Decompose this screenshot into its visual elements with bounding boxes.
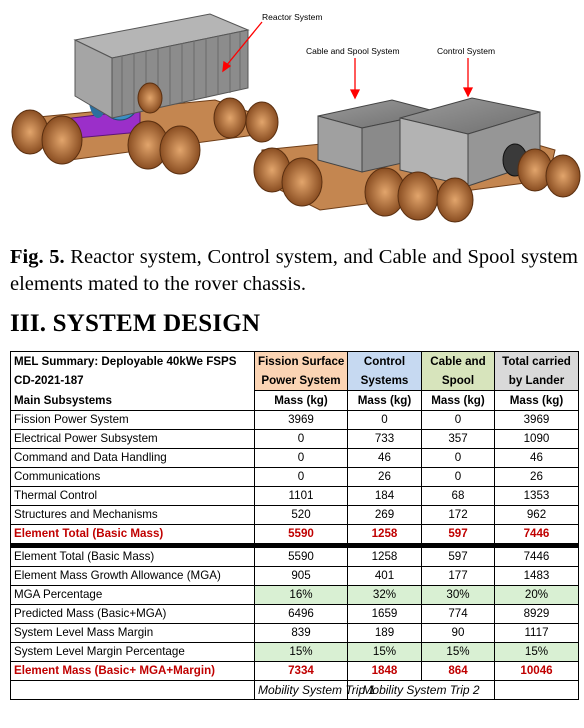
cell-value: 5590 — [255, 548, 348, 567]
cell-value: 26 — [348, 468, 422, 487]
cell-value: 68 — [422, 487, 495, 506]
cell-value: 962 — [495, 506, 579, 525]
subsystem-row — [11, 487, 579, 506]
cell-value: 0 — [348, 411, 422, 430]
cell-value: 1117 — [495, 624, 579, 643]
cell-value: 1258 — [348, 525, 422, 544]
col-head-cable: Cable and — [422, 352, 495, 372]
cell-value: 1483 — [495, 567, 579, 586]
cell-value: 1659 — [348, 605, 422, 624]
cell-value: 5590 — [255, 525, 348, 544]
cell-value: 0 — [255, 430, 348, 449]
summary-row — [11, 548, 579, 567]
unit-fsps: Mass (kg) — [255, 391, 348, 411]
row-label: Element Total (Basic Mass) — [11, 525, 255, 544]
cell-value: 46 — [495, 449, 579, 468]
row-label: System Level Mass Margin — [11, 624, 255, 643]
figure-rover-render — [0, 0, 584, 232]
row-label: Electrical Power Subsystem — [11, 430, 255, 449]
cell-value: 3969 — [255, 411, 348, 430]
cell-value: 20% — [495, 586, 579, 605]
cell-value: 46 — [348, 449, 422, 468]
col-head-control-2: Systems — [348, 371, 422, 391]
subsystem-row — [11, 411, 579, 430]
cell-value: 26 — [495, 468, 579, 487]
row-label: System Level Margin Percentage — [11, 643, 255, 662]
cell-value: 184 — [348, 487, 422, 506]
cell-value: 864 — [422, 662, 495, 681]
cell-value: 1258 — [348, 548, 422, 567]
cell-value: 3969 — [495, 411, 579, 430]
cell-value: 10046 — [495, 662, 579, 681]
header-row-1 — [11, 352, 579, 372]
cell-value: 1353 — [495, 487, 579, 506]
col-head-total-2: by Lander — [495, 371, 579, 391]
cell-value: 172 — [422, 506, 495, 525]
cell-value: 7334 — [255, 662, 348, 681]
unit-control: Mass (kg) — [348, 391, 422, 411]
mel-table-body — [11, 352, 579, 700]
summary-row — [11, 624, 579, 643]
trip-2: Mobility System Trip 2 — [348, 681, 495, 700]
cell-value: 774 — [422, 605, 495, 624]
cell-value: 32% — [348, 586, 422, 605]
row-label: Element Mass Growth Allowance (MGA) — [11, 567, 255, 586]
cell-value: 15% — [255, 643, 348, 662]
callout-arrows — [223, 22, 472, 98]
col-head-fsps: Fission Surface — [255, 352, 348, 372]
summary-row — [11, 643, 579, 662]
summary-row — [11, 605, 579, 624]
cell-value: 0 — [255, 468, 348, 487]
cell-value: 30% — [422, 586, 495, 605]
cell-value: 15% — [348, 643, 422, 662]
cell-value: 733 — [348, 430, 422, 449]
callout-cable-spool-system: Cable and Spool System — [306, 46, 400, 56]
trip-row — [11, 681, 579, 700]
col-head-total: Total carried — [495, 352, 579, 372]
cell-value: 7446 — [495, 525, 579, 544]
row-label: Structures and Mechanisms — [11, 506, 255, 525]
row-label: Predicted Mass (Basic+MGA) — [11, 605, 255, 624]
reactor-rover — [12, 14, 278, 174]
mel-summary-table — [10, 351, 579, 700]
cell-value: 269 — [348, 506, 422, 525]
rover-render-illustration — [0, 0, 584, 232]
cell-value: 15% — [422, 643, 495, 662]
cell-value: 177 — [422, 567, 495, 586]
table-title: MEL Summary: Deployable 40kWe FSPS — [11, 352, 255, 372]
element-mass-row — [11, 662, 579, 681]
cell-value: 0 — [422, 449, 495, 468]
cell-value: 1101 — [255, 487, 348, 506]
subsystem-row — [11, 430, 579, 449]
cell-value: 7446 — [495, 548, 579, 567]
figure-caption-text: Reactor system, Control system, and Cable and Spool system elements mated to the rover chassis. — [10, 246, 578, 295]
cell-value: 0 — [422, 468, 495, 487]
cell-value: 520 — [255, 506, 348, 525]
unit-cable: Mass (kg) — [422, 391, 495, 411]
trip-blank — [11, 681, 255, 700]
figure-caption — [10, 244, 578, 298]
table-code: CD-2021-187 — [11, 371, 255, 391]
subsystem-row — [11, 468, 579, 487]
section-heading: III. SYSTEM DESIGN — [10, 310, 261, 337]
cell-value: 1848 — [348, 662, 422, 681]
subsystem-row — [11, 506, 579, 525]
cell-value: 1090 — [495, 430, 579, 449]
row-label: Command and Data Handling — [11, 449, 255, 468]
cell-value: 6496 — [255, 605, 348, 624]
control-rover — [254, 98, 580, 222]
header-row-2 — [11, 371, 579, 391]
figure-label: Fig. 5. — [10, 246, 65, 268]
cell-value: 8929 — [495, 605, 579, 624]
col-head-cable-2: Spool — [422, 371, 495, 391]
main-subsystems-label: Main Subsystems — [11, 391, 255, 411]
row-label: Element Mass (Basic+ MGA+Margin) — [11, 662, 255, 681]
cell-value: 15% — [495, 643, 579, 662]
callout-control-system: Control System — [437, 46, 496, 56]
element-total-row — [11, 525, 579, 544]
summary-row — [11, 567, 579, 586]
trip-blank-right — [495, 681, 579, 700]
cell-value: 839 — [255, 624, 348, 643]
cell-value: 0 — [422, 411, 495, 430]
reactor-rover-wheels — [12, 83, 278, 174]
cell-value: 401 — [348, 567, 422, 586]
cell-value: 357 — [422, 430, 495, 449]
cell-value: 597 — [422, 525, 495, 544]
cell-value: 90 — [422, 624, 495, 643]
cell-value: 16% — [255, 586, 348, 605]
trip-1: Mobility System Trip 1 — [255, 681, 348, 700]
col-head-control: Control — [348, 352, 422, 372]
cell-value: 597 — [422, 548, 495, 567]
row-label: MGA Percentage — [11, 586, 255, 605]
row-label: Thermal Control — [11, 487, 255, 506]
row-label: Element Total (Basic Mass) — [11, 548, 255, 567]
callout-reactor-system: Reactor System — [262, 12, 323, 22]
row-label: Fission Power System — [11, 411, 255, 430]
subsystem-row — [11, 449, 579, 468]
cell-value: 189 — [348, 624, 422, 643]
summary-row — [11, 586, 579, 605]
header-row-3 — [11, 391, 579, 411]
cell-value: 905 — [255, 567, 348, 586]
col-head-fsps-2: Power System — [255, 371, 348, 391]
unit-total: Mass (kg) — [495, 391, 579, 411]
cell-value: 0 — [255, 449, 348, 468]
row-label: Communications — [11, 468, 255, 487]
